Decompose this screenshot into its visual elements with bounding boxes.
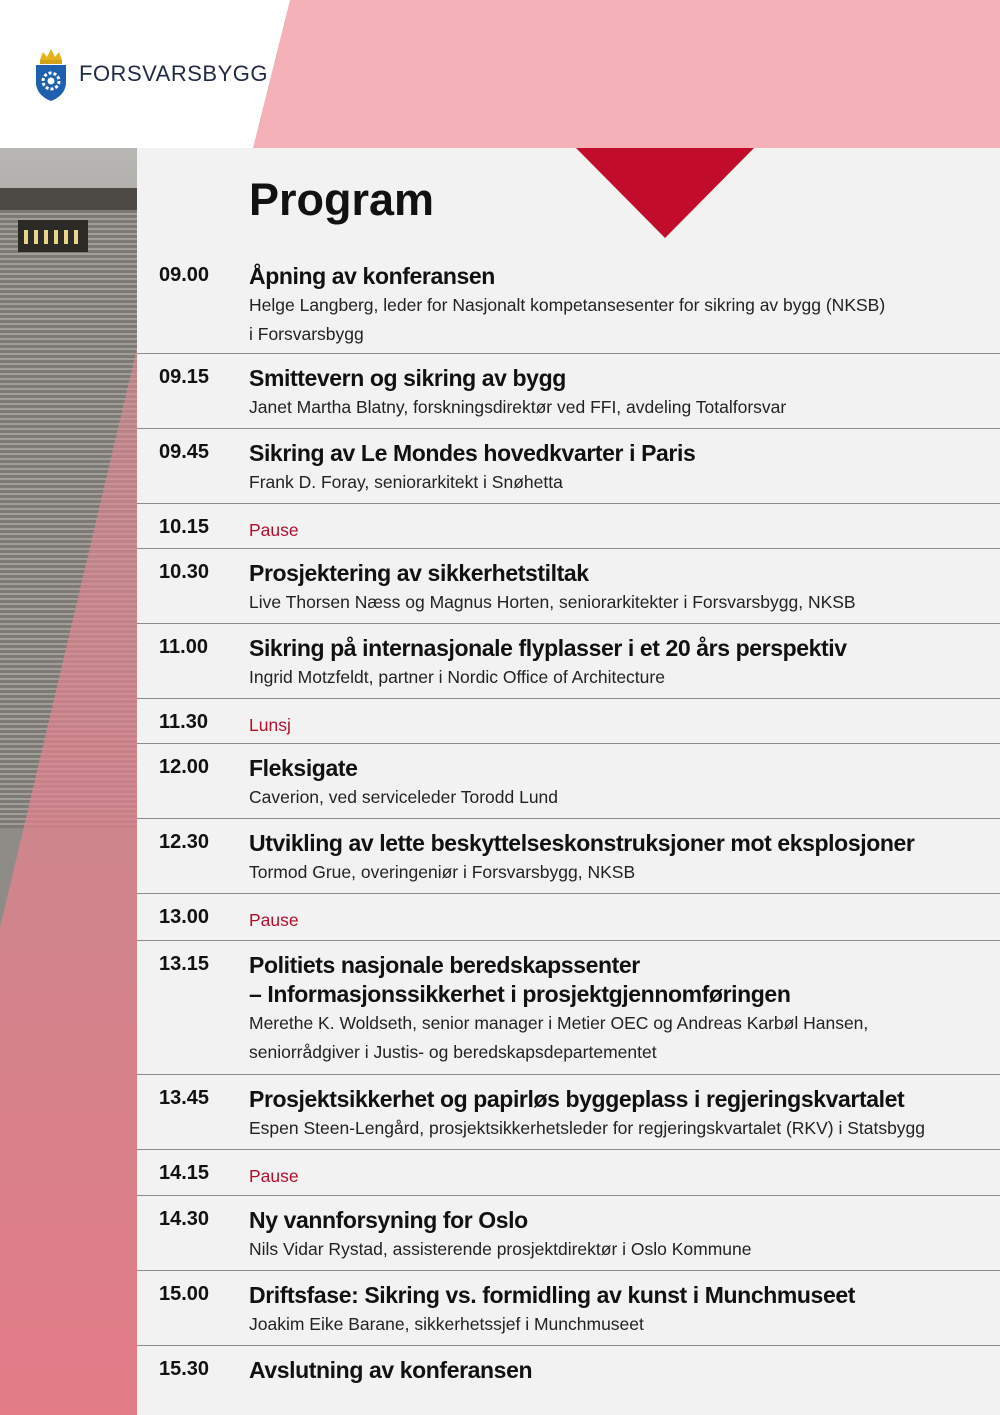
agenda-row	[137, 429, 1000, 504]
agenda-speaker: Live Thorsen Næss og Magnus Horten, seniorarkitekter i Forsvarsbygg, NKSB	[249, 592, 856, 612]
agenda-row	[137, 624, 1000, 699]
agenda-title: Politiets nasjonale beredskapssenter	[249, 952, 640, 978]
agenda-time: 10.30	[159, 561, 210, 583]
agenda-time: 13.45	[159, 1087, 210, 1109]
agenda-break-row	[137, 504, 1000, 549]
agenda-row	[137, 252, 1000, 354]
agenda-title: Prosjektering av sikkerhetstiltak	[249, 560, 589, 586]
page-header	[0, 0, 1000, 148]
agenda-time: 14.15	[159, 1162, 210, 1184]
agenda-time: 15.30	[159, 1358, 210, 1380]
agenda-break-label: Pause	[249, 1166, 299, 1186]
agenda-time: 14.30	[159, 1208, 210, 1230]
agenda-title: Ny vannforsyning for Oslo	[249, 1207, 528, 1233]
agenda-break-label: Lunsj	[249, 715, 291, 735]
page-title: Program	[249, 174, 435, 225]
agenda-time: 12.00	[159, 756, 210, 778]
agenda-title: Prosjektsikkerhet og papirløs byggeplass i regjeringskvartalet	[249, 1086, 905, 1112]
agenda-row	[137, 354, 1000, 429]
agenda-speaker: Tormod Grue, overingeniør i Forsvarsbygg, NKSB	[249, 862, 636, 882]
agenda-time: 09.15	[159, 366, 210, 388]
agenda-speaker: Frank D. Foray, seniorarkitekt i Snøhetta	[249, 472, 563, 492]
agenda-speaker: Helge Langberg, leder for Nasjonalt kompetansesenter for sikring av bygg (NKSB)	[249, 295, 886, 315]
agenda-break-label: Pause	[249, 520, 299, 540]
agenda-time: 12.30	[159, 831, 210, 853]
agenda-row	[137, 549, 1000, 624]
agenda-speaker: i Forsvarsbygg	[249, 324, 364, 344]
agenda-speaker: Espen Steen-Lengård, prosjektsikkerhetsleder for regjeringskvartalet (RKV) i Statsbygg	[249, 1118, 926, 1138]
agenda-time: 11.30	[159, 711, 208, 733]
agenda-speaker: seniorrådgiver i Justis- og beredskapsdepartementet	[249, 1042, 657, 1062]
agenda-time: 09.45	[159, 441, 210, 463]
agenda-speaker: Nils Vidar Rystad, assisterende prosjektdirektør i Oslo Kommune	[249, 1239, 752, 1259]
agenda-break-row	[137, 1150, 1000, 1196]
agenda-break-row	[137, 699, 1000, 744]
agenda-time: 09.00	[159, 264, 210, 286]
agenda-time: 10.15	[159, 516, 210, 538]
agenda-row	[137, 1346, 1000, 1396]
coat-of-arms-icon	[34, 46, 68, 102]
agenda-break-row	[137, 894, 1000, 941]
agenda-row	[137, 1075, 1000, 1150]
agenda-title: Sikring på internasjonale flyplasser i et 20 års perspektiv	[249, 635, 847, 661]
program-content	[137, 148, 1000, 1415]
agenda-row	[137, 941, 1000, 1075]
agenda-speaker: Janet Martha Blatny, forskningsdirektør ved FFI, avdeling Totalforsvar	[249, 397, 787, 417]
agenda-title: Smittevern og sikring av bygg	[249, 365, 566, 391]
agenda-title: Fleksigate	[249, 755, 358, 781]
agenda-speaker: Ingrid Motzfeldt, partner i Nordic Office of Architecture	[249, 667, 665, 687]
agenda-time: 15.00	[159, 1283, 210, 1305]
agenda-speaker: Caverion, ved serviceleder Torodd Lund	[249, 787, 559, 807]
building-photo-strip	[0, 148, 137, 1415]
agenda-row	[137, 744, 1000, 819]
agenda-time: 13.15	[159, 953, 210, 975]
agenda-row	[137, 1271, 1000, 1346]
agenda-time: 13.00	[159, 906, 210, 928]
agenda-row	[137, 819, 1000, 894]
agenda-speaker: Merethe K. Woldseth, senior manager i Metier OEC og Andreas Karbøl Hansen,	[249, 1013, 869, 1033]
agenda-title: Driftsfase: Sikring vs. formidling av kunst i Munchmuseet	[249, 1282, 855, 1308]
agenda-title: Utvikling av lette beskyttelseskonstruksjoner mot eksplosjoner	[249, 830, 915, 856]
agenda-title: Åpning av konferansen	[249, 263, 495, 289]
agenda-speaker: Joakim Eike Barane, sikkerhetssjef i Munchmuseet	[249, 1314, 644, 1334]
agenda-time: 11.00	[159, 636, 208, 658]
agenda-title: Sikring av Le Mondes hovedkvarter i Paris	[249, 440, 696, 466]
org-name: FORSVARSBYGG	[79, 61, 268, 86]
agenda-title-line2: – Informasjonssikkerhet i prosjektgjennomføringen	[249, 981, 791, 1007]
agenda-title: Avslutning av konferansen	[249, 1357, 533, 1383]
agenda-list	[137, 252, 1000, 1396]
red-triangle-decoration	[576, 148, 754, 238]
agenda-break-label: Pause	[249, 910, 299, 930]
logo	[34, 46, 268, 102]
agenda-row	[137, 1196, 1000, 1271]
